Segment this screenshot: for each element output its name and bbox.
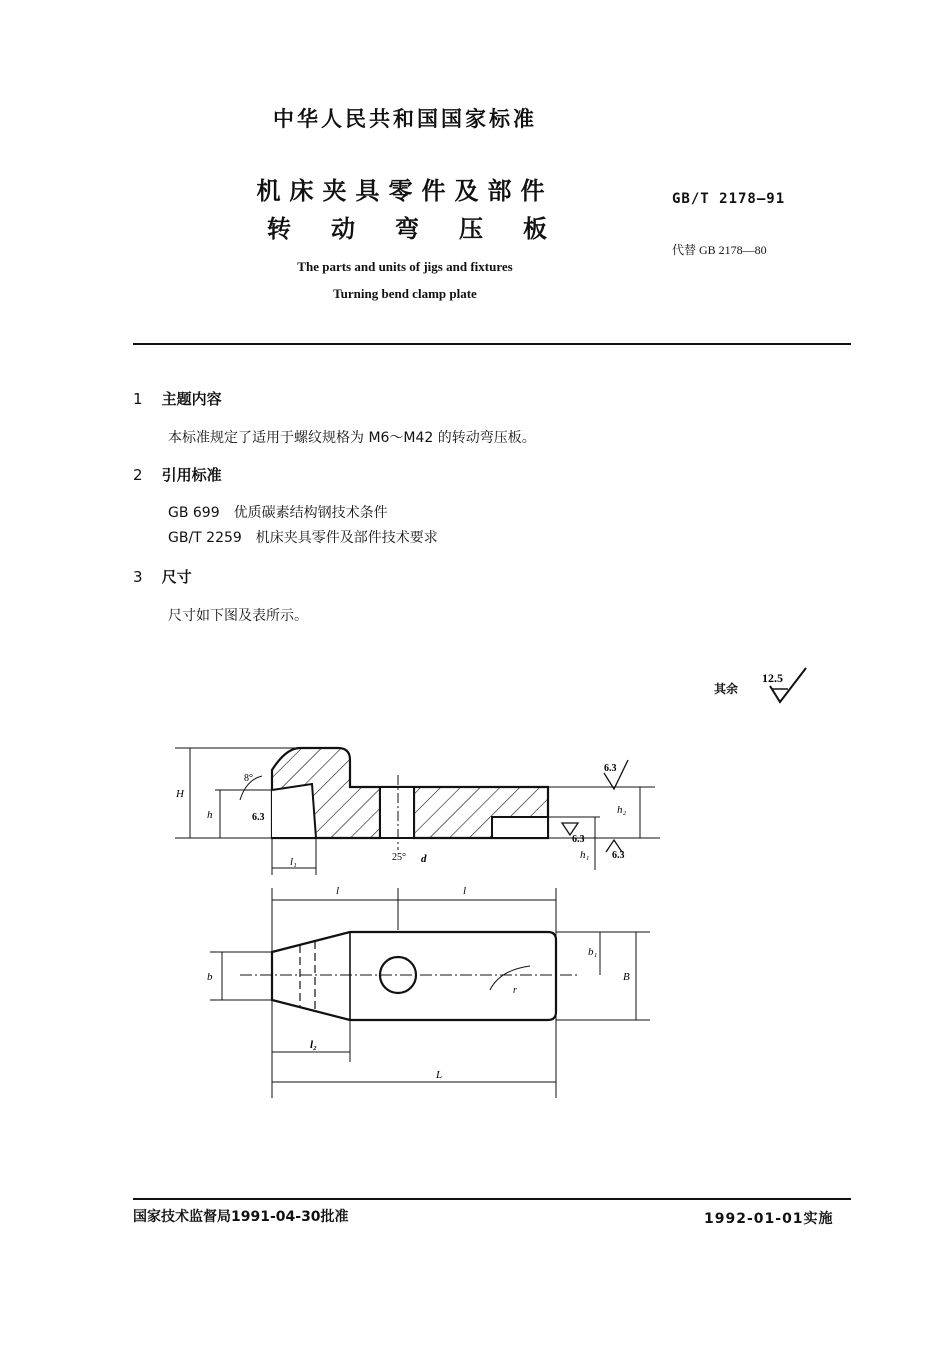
- side-view: [175, 748, 660, 875]
- dim-H-label: H: [176, 788, 184, 800]
- hole-angle-label: 25°: [392, 852, 406, 863]
- dim-d-label: d: [421, 853, 427, 865]
- top-view: [207, 885, 650, 1098]
- dim-h-label: h: [207, 809, 213, 821]
- roughness-label-4: 6.3: [612, 850, 625, 861]
- document-title-line2: 转动弯压板: [267, 215, 587, 243]
- roughness-other-label: 其余: [714, 682, 739, 696]
- dim-l2-label: l₂: [310, 1039, 317, 1051]
- section-3-heading: [133, 566, 192, 587]
- english-title-line2: Turning bend clamp plate: [333, 286, 477, 301]
- reference-item-1: GB 699 优质碳素结构钢技术条件: [168, 505, 388, 521]
- roughness-label-1: 6.3: [252, 812, 265, 823]
- technical-drawing: [0, 720, 950, 1120]
- dim-l-left-label: l: [336, 885, 340, 897]
- section-1-text: 本标准规定了适用于螺纹规格为 M6～M42 的转动弯压板。: [168, 430, 536, 446]
- dim-b1-label: b₁: [588, 946, 598, 958]
- section-number: 3: [133, 568, 143, 586]
- document-title-line1: 机床夹具零件及部件: [256, 177, 554, 205]
- dim-b-label: b: [207, 971, 213, 983]
- approval-line: 国家技术监督局1991-04-30批准: [133, 1209, 349, 1225]
- dim-l-right-label: l: [463, 885, 467, 897]
- section-title: 尺寸: [161, 568, 192, 586]
- section-number: 2: [133, 466, 143, 484]
- reference-item-2: GB/T 2259 机床夹具零件及部件技术要求: [168, 530, 438, 546]
- roughness-label-3: 6.3: [572, 834, 585, 845]
- national-standard-heading: 中华人民共和国国家标准: [273, 107, 537, 131]
- roughness-value: 12.5: [762, 671, 783, 685]
- section-1-heading: [133, 388, 222, 409]
- standard-number: GB/T 2178—91: [672, 191, 786, 207]
- angle-label: 8°: [244, 773, 253, 784]
- replaces-standard: 代替 GB 2178—80: [672, 243, 767, 257]
- dim-h1-label: h₁: [580, 849, 590, 861]
- header-rule: [133, 343, 851, 345]
- dim-h2-label: h₂: [617, 804, 627, 816]
- section-title: 主题内容: [161, 390, 222, 408]
- dim-B-label: B: [623, 971, 630, 983]
- dim-r-label: r: [513, 985, 517, 996]
- roughness-symbol-icon: [758, 664, 814, 708]
- roughness-label-2: 6.3: [604, 763, 617, 774]
- section-3-text: 尺寸如下图及表所示。: [168, 608, 308, 624]
- footer-rule: [133, 1198, 851, 1200]
- english-title-line1: The parts and units of jigs and fixtures: [297, 259, 513, 274]
- dim-l1-label: l₁: [290, 856, 297, 868]
- section-title: 引用标准: [161, 466, 222, 484]
- section-2-heading: [133, 464, 222, 485]
- implementation-date: 1992-01-01实施: [704, 1211, 834, 1227]
- section-number: 1: [133, 390, 143, 408]
- dim-L-label: L: [436, 1069, 443, 1081]
